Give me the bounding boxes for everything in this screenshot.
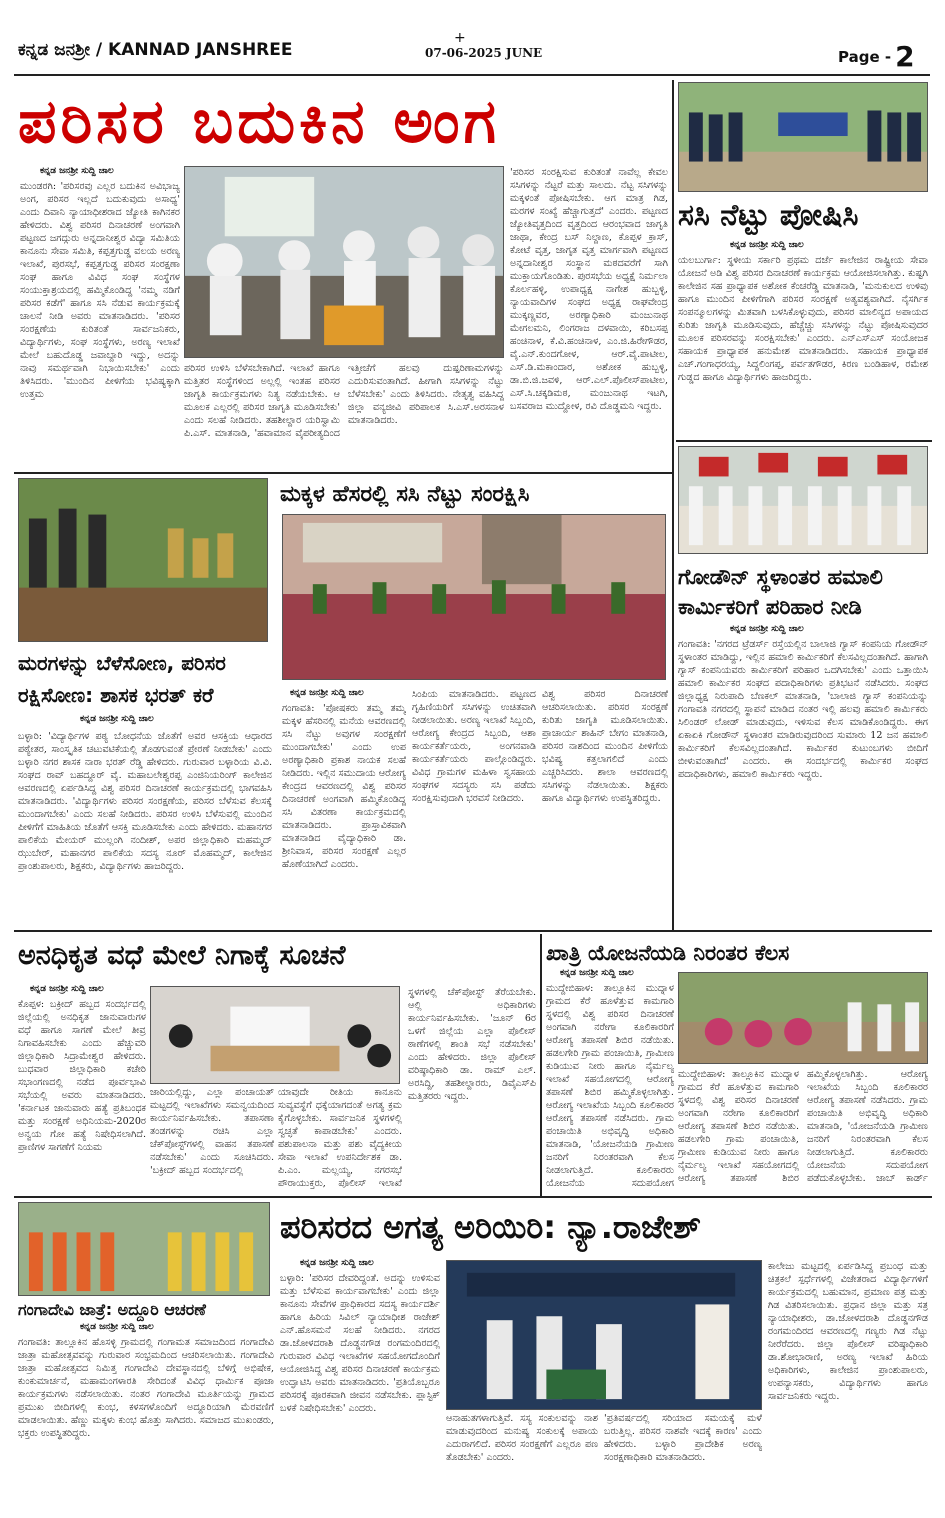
headline-a5-line1: ಗೋಡೌನ್ ಸ್ಥಳಾಂತರ ಹಮಾಲಿ <box>678 565 883 589</box>
byline-a3: ಕನ್ನಡ ಜನಶ್ರೀ ಸುದ್ದಿ ಜಾಲ <box>80 714 154 724</box>
byline-a5: ಕನ್ನಡ ಜನಶ್ರೀ ಸುದ್ದಿ ಜಾಲ <box>730 624 804 634</box>
page-label: Page - <box>838 48 892 66</box>
article-a6-col4: ಸ್ಥಳಗಳಲ್ಲಿ ಚೆಕ್‌ಪೋಸ್ಟ್ ತೆರೆಯಬೇಕು. ಆಲ್ಲಿ ಅಧಿಕಾರಿಗಳು ಕಾರ್ಯನಿರ್ವಹಿಸಬೇಕು. 'ಜೂನ್ 6ರ ಒಳಗೆ ಜಿಲ್ಲೆಯ ಎಲ್ಲಾ ಪೊಲೀಸ್ ಠಾಣೆಗಳಲ್ಲಿ ಶಾಂತಿ ಸಭೆ ನಡೆಸಬೇಕು' ಎಂದು ಹೇಳಿದರು. ಜಿಲ್ಲಾ ಪೊಲೀಸ್ ವರಿಷ್ಠಾಧಿಕಾರಿ ಡಾ. ರಾಮ್ ಎಲ್. ಅರಸಿದ್ದಿ, ತಹಶೀಲ್ದಾರರು, ಡಿವೈಎಸ್‌ಪಿ ಮತ್ತಿತರರು ಇದ್ದರು. <box>408 987 536 1102</box>
byline-a2: ಕನ್ನಡ ಜನಶ್ರೀ ಸುದ್ದಿ ಜಾಲ <box>730 240 804 250</box>
headline-a3-line2: ರಕ್ಷಿಸೋಣ: ಶಾಸಕ ಭರತ್ ಕರೆ <box>18 683 214 707</box>
photo-a5 <box>678 446 928 554</box>
photo-a2 <box>678 82 928 192</box>
byline-a7: ಕನ್ನಡ ಜನಶ್ರೀ ಸುದ್ದಿ ಜಾಲ <box>560 968 634 978</box>
headline-a5-line2: ಕಾರ್ಮಿಕರಿಗೆ ಪರಿಹಾರ ನೀಡಿ <box>678 595 862 619</box>
article-a4-col1: ಗಂಗಾವತಿ: 'ಪೋಷಕರು ತಮ್ಮ ತಮ್ಮ ಮಕ್ಕಳ ಹೆಸರಿನಲ್ಲಿ ಮನೆಯ ಆವರಣದಲ್ಲಿ ಸಸಿ ನೆಟ್ಟು ಅವುಗಳ ಸಂರಕ್ಷಣೆಗೆ ಮುಂದಾಗಬೇಕು' ಎಂದು ಉಪ ಅರಣ್ಯಾಧಿಕಾರಿ ಪ್ರಕಾಶ ನಾಯಕ ಸಲಹೆ ನೀಡಿದರು. ಇಲ್ಲಿನ ಸಮುದಾಯ ಆರೋಗ್ಯ ಕೇಂದ್ರದ ಆವರಣದಲ್ಲಿ ವಿಶ್ವ ಪರಿಸರ ದಿನಾಚರಣೆ ಅಂಗವಾಗಿ ಹಮ್ಮಿಕೊಂಡಿದ್ದ ಸಸಿ ವಿತರಣಾ ಕಾರ್ಯಕ್ರಮದಲ್ಲಿ ಮಾತನಾಡಿದರು. ಪ್ರಾಸ್ತಾವಿಕವಾಗಿ ಮಾತನಾಡಿದ ವೈದ್ಯಾಧಿಕಾರಿ ಡಾ. ಶ್ರೀನಿವಾಸ, ಪರಿಸರ ಸಂರಕ್ಷಣೆ ಎಲ್ಲರ ಹೊಣೆಯಾಗಿದೆ ಎಂದರು. <box>282 703 406 870</box>
photo-a1 <box>184 166 504 358</box>
article-a9-col1: ಬಳ್ಳಾರಿ: 'ಪರಿಸರ ದೇವರಿದ್ದಂತೆ. ಅದನ್ನು ಉಳಿಸುವ ಮತ್ತು ಬೆಳೆಸುವ ಕಾರ್ಯವಾಗಬೇಕು' ಎಂದು ಜಿಲ್ಲಾ ಕಾನೂನು ಸೇವೆಗಳ ಪ್ರಾಧಿಕಾರದ ಸದಸ್ಯ ಕಾರ್ಯದರ್ಶಿ ಹಾಗೂ ಹಿರಿಯ ಸಿವಿಲ್ ನ್ಯಾಯಾಧೀಶ ರಾಜೇಶ್ ಎನ್.ಹೊಸಮನೆ ಸಲಹೆ ನೀಡಿದರು. ನಗರದ ಡಾ.ಜೋಳದರಾಶಿ ದೊಡ್ಡನಗೌಡ ರಂಗಮಂದಿರದಲ್ಲಿ ಗುರುವಾರ ವಿವಿಧ ಇಲಾಖೆಗಳ ಸಹಯೋಗದೊಂದಿಗೆ ಆಯೋಜಿಸಿದ್ದ ವಿಶ್ವ ಪರಿಸರ ದಿನಾಚರಣೆ ಕಾರ್ಯಕ್ರಮ ಉದ್ಘಾಟಿಸಿ ಅವರು ಮಾತನಾಡಿದರು. 'ಪ್ರತಿಯೊಬ್ಬರೂ ಪರಿಸರಕ್ಕೆ ಪೂರಕವಾಗಿ ಜೀವನ ನಡೆಸಬೇಕು. ಪ್ಲಾಸ್ಟಿಕ್ ಬಳಕೆ ನಿಷೇಧಿಸಬೇಕು' ಎಂದರು. <box>280 1273 440 1414</box>
article-a9-col3: 'ಪ್ರತಿವರ್ಷದಲ್ಲಿ ಸರಿಯಾದ ಸಮಯಕ್ಕೆ ಮಳೆ ಬರುತ್ತಿಲ್ಲ. ಪರಿಸರ ನಾಶವೇ ಇದಕ್ಕೆ ಕಾರಣ' ಎಂದು ಹೇಳಿದರು. ಬಳ್ಳಾರಿ ಪ್ರಾದೇಶಿಕ ಅರಣ್ಯ ಸಂರಕ್ಷಣಾಧಿಕಾರಿ ಮಾತನಾಡಿದರು. <box>604 1413 762 1463</box>
article-a6-col1: ಕೊಪ್ಪಳ: ಬಕ್ರೀದ್ ಹಬ್ಬದ ಸಂದರ್ಭದಲ್ಲಿ ಜಿಲ್ಲೆಯಲ್ಲಿ ಅನಧಿಕೃತ ಜಾನುವಾರುಗಳ ವಧೆ ಹಾಗೂ ಸಾಗಣೆ ಮೇಲೆ ತೀವ್ರ ನಿಗಾವಹಿಸಬೇಕು ಎಂದು ಹೆಚ್ಚುವರಿ ಜಿಲ್ಲಾಧಿಕಾರಿ ಸಿದ್ರಾಮೇಶ್ವರ ಹೇಳಿದರು. ಬುಧವಾರ ಜಿಲ್ಲಾಧಿಕಾರಿ ಕಚೇರಿ ಸಭಾಂಗಣದಲ್ಲಿ ನಡೆದ ಪೂರ್ವಭಾವಿ ಸಭೆಯಲ್ಲಿ ಅವರು ಮಾತನಾಡಿದರು. 'ಕರ್ನಾಟಕ ಜಾನುವಾರು ಹತ್ಯೆ ಪ್ರತಿಬಂಧಕ ಮತ್ತು ಸಂರಕ್ಷಣೆ ಅಧಿನಿಯಮ-2020ರ ಅನ್ವಯ ಗೋ ಹತ್ಯೆ ನಿಷೇಧಿಸಲಾಗಿದೆ. ಪ್ರಾಣಿಗಳ ಸಾಗಣೆಗೆ ನಿಯಮ <box>18 999 146 1153</box>
photo-a4 <box>282 514 666 680</box>
headline-a4: ಮಕ್ಕಳ ಹೆಸರಲ್ಲಿ ಸಸಿ ನೆಟ್ಟು ಸಂರಕ್ಷಿಸಿ <box>280 482 530 507</box>
article-a7-body: ಮುದ್ದೇಬಿಹಾಳ: ತಾಲ್ಲೂಕಿನ ಮುದ್ನಾಳ ಗ್ರಾಮದ ಕೆರೆ ಹೂಳೆತ್ತುವ ಕಾಮಗಾರಿ ಸ್ಥಳದಲ್ಲಿ ವಿಶ್ವ ಪರಿಸರ ದಿನಾಚರಣೆ ಅಂಗವಾಗಿ ನರೇಗಾ ಕೂಲಿಕಾರರಿಗೆ ಆರೋಗ್ಯ ತಪಾಸಣೆ ಶಿಬಿರ ನಡೆಯಿತು. ಹಡಲಗೇರಿ ಗ್ರಾಮ ಪಂಚಾಯಿತಿ, ಗ್ರಾಮೀಣ ಕುಡಿಯುವ ನೀರು ಹಾಗೂ ನೈರ್ಮಲ್ಯ ಇಲಾಖೆ ಸಹಯೋಗದಲ್ಲಿ ಆರೋಗ್ಯ ತಪಾಸಣೆ ಶಿಬಿರ ಹಮ್ಮಿಕೊಳ್ಳಲಾಗಿತ್ತು. ಆರೋಗ್ಯ ಇಲಾಖೆಯ ಸಿಬ್ಬಂದಿ ಕೂಲಿಕಾರರ ಆರೋಗ್ಯ ತಪಾಸಣೆ ನಡೆಸಿದರು. ಗ್ರಾಮ ಪಂಚಾಯಿತಿ ಅಭಿವೃದ್ಧಿ ಅಧಿಕಾರಿ ಮಾತನಾಡಿ, 'ಯೋಜನೆಯಡಿ ಗ್ರಾಮೀಣ ಜನರಿಗೆ ನಿರಂತರವಾಗಿ ಕೆಲಸ ನೀಡಲಾಗುತ್ತಿದೆ. ಕೂಲಿಕಾರರು ಯೋಜನೆಯ ಸದುಪಯೋಗ <box>546 983 674 1189</box>
article-a6-col3: ಯಾವುದೇ ರೀತಿಯ ಕಾನೂನು ಸುವ್ಯವಸ್ಥೆಗೆ ಧಕ್ಕೆಯಾಗದಂತೆ ಅಗತ್ಯ ಕ್ರಮ ಕೈಗೊಳ್ಳಬೇಕು. ಸಾರ್ವಜನಿಕ ಸ್ಥಳಗಳಲ್ಲಿ ಸ್ವಚ್ಛತೆ ಕಾಪಾಡಬೇಕು' ಎಂದರು. ಪಶುಪಾಲನಾ ಮತ್ತು ಪಶು ವೈದ್ಯಕೀಯ ಸೇವಾ ಇಲಾಖೆ ಉಪನಿರ್ದೇಶಕ ಡಾ. ಪಿ.ಎಂ. ಮಲ್ಲಯ್ಯ, ನಗರಸಭೆ ಪೌರಾಯುಕ್ತರು, ಪೊಲೀಸ್ ಇಲಾಖೆ <box>278 1087 402 1189</box>
article-a1-col2: ಪರಿಸರ ಉಳಿಸಿ ಬೆಳೆಸಬೇಕಾಗಿದೆ. ಇಲಾಖೆ ಹಾಗೂ ಮತ್ತಿತರ ಸಂಸ್ಥೆಗಳಿಂದ ಅಲ್ಲಲ್ಲಿ ಇಂತಹ ಪರಿಸರ ಜಾಗೃತಿ ಕಾರ್ಯಕ್ರಮಗಳು ನಿತ್ಯ ನಡೆಯಬೇಕು. ಆ ಮೂಲಕ ಎಲ್ಲರಲ್ಲಿ ಪರಿಸರ ಜಾಗೃತಿ ಮೂಡಿಸಬೇಕು' ಎಂದು ಸಲಹೆ ನೀಡಿದರು. ತಹಶೀಲ್ದಾರ ಯರಿಸ್ವಾಮಿ ಪಿ.ಎಸ್. ಮಾತನಾಡಿ, 'ಹವಾಮಾನ ವೈಪರೀತ್ಯದಿಂದ ಇತ್ತೀಚೆಗೆ ಹಲವು ದುಷ್ಪರಿಣಾಮಗಳನ್ನು ಎದುರಿಸುವಂತಾಗಿದೆ. ಹೀಗಾಗಿ ಸಸಿಗಳನ್ನು ನೆಟ್ಟು ಬೆಳೆಸಬೇಕು' ಎಂದು ತಿಳಿಸಿದರು. ನೇತೃತ್ವ ವಹಿಸಿದ್ದ ಜಿಲ್ಲಾ ವನ್ಯಜೀವಿ ಪರಿಪಾಲಕ ಸಿ.ಎಸ್.ಅರಸನಾಳ ಮಾತನಾಡಿದರು. <box>184 363 504 439</box>
article-a1-col3: 'ಪರಿಸರ ಸಂರಕ್ಷಿಸುವ ಕುರಿತಂತೆ ನಾವೆಲ್ಲ ಕೇವಲ ಸಸಿಗಳನ್ನು ನೆಟ್ಟರೆ ಮತ್ತು ಸಾಲದು. ನೆಟ್ಟ ಸಸಿಗಳನ್ನು ಮಕ್ಕಳಂತೆ ಪೋಷಿಸಬೇಕು. ಆಗ ಮಾತ್ರ ಗಿಡ, ಮರಗಳ ಸಂಖ್ಯೆ ಹೆಚ್ಚಾಗುತ್ತದೆ' ಎಂದರು. ಪಟ್ಟಣದ ಜ್ಯೋತಿವೃತ್ತದಿಂದ ವೃತ್ತದಿಂದ ಆರಂಭವಾದ ಜಾಗೃತಿ ಜಾಥಾ, ಕೇಂದ್ರ ಬಸ್ ನಿಲ್ದಾಣ, ಕೊಪ್ಪಳ ಕ್ರಾಸ್, ಕೋಟೆ ವೃತ್ತ, ಜಾಗೃತ ವೃತ್ತ ಮಾರ್ಗವಾಗಿ ಪಟ್ಟಣದ ಅನ್ನದಾನೀಶ್ವರ ಸಂಸ್ಥಾನ ಮಠದವರೆಗೆ ಸಾಗಿ ಮುಕ್ತಾಯಗೊಂಡಿತು. ಪುರಸಭೆಯ ಅಧ್ಯಕ್ಷೆ ನಿರ್ಮಲಾ ಕೊರ್ಲಹಳ್ಳಿ, ಉಪಾಧ್ಯಕ್ಷ ನಾಗೇಶ ಹುಬ್ಬಳ್ಳಿ, ನ್ಯಾಯವಾದಿಗಳ ಸಂಘದ ಅಧ್ಯಕ್ಷ ರಾಘವೇಂದ್ರ ಮುಕ್ಕಣ್ಣವರ, ಅರಣ್ಯಾಧಿಕಾರಿ ಮಂಜುನಾಥ ಮೇಗಲಮನಿ, ಲಿಂಗರಾಜ ದಳವಾಯಿ, ಕರಿಬಸಪ್ಪ ಹಂಚಿನಾಳ, ಕೆ.ವಿ.ಹಂಚಿನಾಳ, ಎಂ.ಜಿ.ಹಿರೇಗೌಡರ, ವೈ.ಎನ್.ಕುಂದಗೋಳ, ಆರ್.ವೈ.ಪಾಟೀಲ, ಎಸ್.ಡಿ.ಮಕಾಂದಾರ, ಅಶೋಕ ಹುಬ್ಬಳ್ಳಿ, ಡಾ.ಬಿ.ಜಿ.ಜವಳಿ, ಆರ್.ಎಲ್.ಪೊಲೀಸ್‌ಪಾಟೀಲ, ಎಸ್.ಸಿ.ಚಕ್ಕಡಿಮಠ, ಮಂಜುನಾಥ ಇಟಗಿ, ಬಸವರಾಜ ಮುದ್ದೋಳ, ರವಿ ದೊಡ್ಡಮನಿ ಇದ್ದರು. <box>510 167 668 412</box>
registration-mark: + <box>454 30 466 46</box>
article-a8-body: ಗಂಗಾವತಿ: ತಾಲ್ಲೂಕಿನ ಹೊಸಳ್ಳಿ ಗ್ರಾಮದಲ್ಲಿ ಗಂಗಾಮತ ಸಮಾಜದಿಂದ ಗಂಗಾದೇವಿ ಜಾತ್ರಾ ಮಹೋತ್ಸವವನ್ನು ಗುರುವಾರ ಸಂಭ್ರಮದಿಂದ ಆಚರಿಸಲಾಯಿತು. ಗಂಗಾದೇವಿ ಜಾತ್ರಾ ಮಹೋತ್ಸವದ ನಿಮಿತ್ತ ಗಂಗಾದೇವಿ ದೇವಸ್ಥಾನದಲ್ಲಿ ಬೆಳಿಗ್ಗೆ ಅಭಿಷೇಕ, ಕುಂಕುಮಾರ್ಚನೆ, ಮಹಾಮಂಗಳಾರತಿ ಸೇರಿದಂತೆ ವಿವಿಧ ಧಾರ್ಮಿಕ ಪೂಜಾ ಕಾರ್ಯಕ್ರಮಗಳು ನಡೆಸಲಾಯಿತು. ನಂತರ ಗಂಗಾದೇವಿ ಮೂರ್ತಿಯನ್ನು ಗ್ರಾಮದ ಪ್ರಮುಖ ಬೀದಿಗಳಲ್ಲಿ ಕುಂಭ, ಕಳಸಗಳೊಂದಿಗೆ ಅದ್ದೂರಿಯಾಗಿ ಮೆರವಣಿಗೆ ಮಾಡಲಾಯಿತು. ಹೆಣ್ಣು ಮಕ್ಕಳು ಕುಂಭ ಹೊತ್ತು ಸಾಗಿದರು. ಸಮಾಜದ ಮುಖಂಡರು, ಭಕ್ತರು ಉಪಸ್ಥಿತರಿದ್ದರು. <box>18 1337 274 1439</box>
article-a2-body: ಯಲಬುರ್ಗಾ: ಸ್ಥಳೀಯ ಸರ್ಕಾರಿ ಪ್ರಥಮ ದರ್ಜೆ ಕಾಲೇಜಿನ ರಾಷ್ಟ್ರೀಯ ಸೇವಾ ಯೋಜನೆ ಅಡಿ ವಿಶ್ವ ಪರಿಸರ ದಿನಾಚರಣೆ ಕಾರ್ಯಕ್ರಮ ಆಯೋಜಿಸಲಾಗಿತ್ತು. ಕುಷ್ಟಗಿ ಕಾಲೇಜಿನ ಸಹ ಪ್ರಾಧ್ಯಾಪಕ ಅಶೋಕ ಕೆಂಚರೆಡ್ಡಿ ಮಾತನಾಡಿ, 'ಮನುಕುಲದ ಉಳಿವು ಹಾಗೂ ಮುಂದಿನ ಪೀಳಿಗೆಗಾಗಿ ಪರಿಸರ ಸಂರಕ್ಷಣೆ ಅತ್ಯವಶ್ಯವಾಗಿದೆ. ನೈಸರ್ಗಿಕ ಸಂಪನ್ಮೂಲಗಳನ್ನು ಮಿತವಾಗಿ ಬಳಸಿಕೊಳ್ಳುವುದು, ಪರಿಸರ ಮಾಲಿನ್ಯದ ಅಪಾಯದ ಕುರಿತು ಜಾಗೃತಿ ಮೂಡಿಸುವುದು, ಹೆಚ್ಚೆಚ್ಚು ಸಸಿಗಳನ್ನು ನೆಟ್ಟು ಪೋಷಿಸುವುದರ ಮೂಲಕ ಪರಿಸರವನ್ನು ಸಂರಕ್ಷಿಸಬೇಕು' ಎಂದರು. ಎನ್‌ಎಸ್‌ಎಸ್ ಸಂಯೋಜಕ ಸಹಾಯಕ ಪ್ರಾಧ್ಯಾಪಕ ಹನುಮೇಶ ಮಾತನಾಡಿದರು. ಸಹಾಯಕ ಪ್ರಾಧ್ಯಾಪಕ ಎಚ್.ಗಂಗಾಧರಯ್ಯ, ಸಿದ್ದಲಿಂಗಪ್ಪ, ಪರ್ವತಗೌಡರ, ಕಿರಣ ಬಂಡಿಹಾಳ, ರಮೇಶ ಗುಡ್ಡದ ಹಾಗೂ ವಿದ್ಯಾರ್ಥಿಗಳು ಹಾಜರಿದ್ದರು. <box>678 255 928 383</box>
section-rule-2 <box>14 930 932 932</box>
headline-a3-line1: ಮರಗಳನ್ನು ಬೆಳೆಸೋಣ, ಪರಿಸರ <box>18 651 226 675</box>
headline-a8: ಗಂಗಾದೇವಿ ಜಾತ್ರೆ: ಅದ್ದೂರಿ ಆಚರಣೆ <box>18 1300 206 1319</box>
page-number: 2 <box>895 40 915 73</box>
byline-a6: ಕನ್ನಡ ಜನಶ್ರೀ ಸುದ್ದಿ ಜಾಲ <box>30 984 104 994</box>
headline-a7: ಖಾತ್ರಿ ಯೋಜನೆಯಡಿ ನಿರಂತರ ಕೆಲಸ <box>546 941 790 965</box>
article-a9-col2: ಆನಾಹುತಗಳಾಗುತ್ತಿವೆ. ಸಸ್ಯ ಸಂಕುಲವನ್ನು ನಾಶ ಮಾಡುವುದರಿಂದ ಮನುಷ್ಯ ಸಂಕುಲಕ್ಕೆ ಅಪಾಯ ಎದುರಾಗಲಿದೆ. ಪರಿಸರ ಸಂರಕ್ಷಣೆಗೆ ಎಲ್ಲರೂ ಪಣ ತೊಡಬೇಕು' ಎಂದರು. <box>446 1413 598 1463</box>
article-a7-body-cont: ಮುದ್ದೇಬಿಹಾಳ: ತಾಲ್ಲೂಕಿನ ಮುದ್ನಾಳ ಗ್ರಾಮದ ಕೆರೆ ಹೂಳೆತ್ತುವ ಕಾಮಗಾರಿ ಸ್ಥಳದಲ್ಲಿ ವಿಶ್ವ ಪರಿಸರ ದಿನಾಚರಣೆ ಅಂಗವಾಗಿ ನರೇಗಾ ಕೂಲಿಕಾರರಿಗೆ ಆರೋಗ್ಯ ತಪಾಸಣೆ ಶಿಬಿರ ನಡೆಯಿತು. ಹಡಲಗೇರಿ ಗ್ರಾಮ ಪಂಚಾಯಿತಿ, ಗ್ರಾಮೀಣ ಕುಡಿಯುವ ನೀರು ಹಾಗೂ ನೈರ್ಮಲ್ಯ ಇಲಾಖೆ ಸಹಯೋಗದಲ್ಲಿ ಆರೋಗ್ಯ ತಪಾಸಣೆ ಶಿಬಿರ ಹಮ್ಮಿಕೊಳ್ಳಲಾಗಿತ್ತು. ಆರೋಗ್ಯ ಇಲಾಖೆಯ ಸಿಬ್ಬಂದಿ ಕೂಲಿಕಾರರ ಆರೋಗ್ಯ ತಪಾಸಣೆ ನಡೆಸಿದರು. ಗ್ರಾಮ ಪಂಚಾಯಿತಿ ಅಭಿವೃದ್ಧಿ ಅಧಿಕಾರಿ ಮಾತನಾಡಿ, 'ಯೋಜನೆಯಡಿ ಗ್ರಾಮೀಣ ಜನರಿಗೆ ನಿರಂತರವಾಗಿ ಕೆಲಸ ನೀಡಲಾಗುತ್ತಿದೆ. ಕೂಲಿಕಾರರು ಯೋಜನೆಯ ಸದುಪಯೋಗ ಪಡೆದುಕೊಳ್ಳಬೇಕು. ಜಾಬ್ ಕಾರ್ಡ್ <box>678 1069 928 1184</box>
section-rule-1 <box>14 472 672 474</box>
photo-a6 <box>150 986 400 1084</box>
article-a1-col1: ಮುಂಡರಗಿ: 'ಪರಿಸರವು ಎಲ್ಲರ ಬದುಕಿನ ಅವಿಭಾಜ್ಯ ಅಂಗ, ಪರಿಸರ ಇಲ್ಲದೆ ಬದುಕುವುದು ಅಸಾಧ್ಯ' ಎಂದು ದಿವಾನಿ ನ್ಯಾಯಾಧೀಶರಾದ ಜ್ಯೋತಿ ಕಾಗಿನಕರ ಹೇಳಿದರು. ವಿಶ್ವ ಪರಿಸರ ದಿನಾಚರಣೆ ಅಂಗವಾಗಿ ಪಟ್ಟಣದ ಜಗದ್ಗುರು ಅನ್ನದಾನೀಶ್ವರ ವಿದ್ಯಾ ಸಮಿತಿಯ ಕಾನೂನು ಸೇವಾ ಸಮಿತಿ, ಕಪ್ಪತ್ತಗುಡ್ಡ ವಲಯ ಅರಣ್ಯ ಇಲಾಖೆ, ಪುರಸಭೆ, ಕಪ್ಪತ್ತಗುಡ್ಡ ಪರಿಸರ ಸಂರಕ್ಷಣಾ ಸಂಘ ಹಾಗೂ ವಿವಿಧ ಸಂಘ ಸಂಸ್ಥೆಗಳ ಸಂಯುಕ್ತಾಶ್ರಯದಲ್ಲಿ ಹಮ್ಮಿಕೊಂಡಿದ್ದ 'ನಮ್ಮ ನಡಿಗೆ ಪರಿಸರ ಕಡೆಗೆ' ಹಾಗೂ ಸಸಿ ನೆಡುವ ಕಾರ್ಯಕ್ರಮಕ್ಕೆ ಚಾಲನೆ ನೀಡಿ ಅವರು ಮಾತನಾಡಿದರು. 'ಪರಿಸರ ಸಂರಕ್ಷಣೆಯ ಕುರಿತಂತೆ ಸಾರ್ವಜನಿಕರು, ವಿದ್ಯಾರ್ಥಿಗಳು, ಸಂಘ ಸಂಸ್ಥೆಗಳು, ಅರಣ್ಯ ಇಲಾಖೆ ಮೇಲೆ ಬಹುದೊಡ್ಡ ಜವಾಬ್ದಾರಿ ಇದ್ದು, ಅದನ್ನು ನಾವು ಸಮರ್ಥವಾಗಿ ನಿಭಾಯಿಸಬೇಕು' ಎಂದು ತಿಳಿಸಿದರು. 'ಮುಂದಿನ ಪೀಳಿಗೆಯ ಭವಿಷ್ಯಕ್ಕಾಗಿ ಉತ್ತಮ <box>20 181 180 400</box>
article-a4-col3: ವಿಶ್ವ ಪರಿಸರ ದಿನಾಚರಣೆ ಆಚರಿಸಲಾಯಿತು. ಪರಿಸರ ಸಂರಕ್ಷಣೆ ಕುರಿತು ಜಾಗೃತಿ ಮೂಡಿಸಲಾಯಿತು. ಪ್ರಾಚಾರ್ಯ ಶಾಹಿನ್ ಬೇಗಂ ಮಾತನಾಡಿ, ಪರಿಸರ ನಾಶದಿಂದ ಮುಂದಿನ ಪೀಳಿಗೆಯ ಭವಿಷ್ಯ ಕತ್ತಲಾಗಲಿದೆ ಎಂದು ಎಚ್ಚರಿಸಿದರು. ಶಾಲಾ ಆವರಣದಲ್ಲಿ ಸಸಿಗಳನ್ನು ನೆಡಲಾಯಿತು. ಶಿಕ್ಷಕರು ಹಾಗೂ ವಿದ್ಯಾರ್ಥಿಗಳು ಉಪಸ್ಥಿತರಿದ್ದರು. <box>542 689 668 804</box>
headline-a9: ಪರಿಸರದ ಅಗತ್ಯ ಅರಿಯಿರಿ: ನ್ಯಾ.ರಾಜೇಶ್ <box>280 1208 702 1246</box>
article-a3-body: ಬಳ್ಳಾರಿ: 'ವಿದ್ಯಾರ್ಥಿಗಳ ಪಠ್ಯ ಬೋಧನೆಯ ಜೊತೆಗೆ ಅವರ ಆಸಕ್ತಿಯ ಆಧಾರದ ಪಠ್ಯೇತರ, ಸಾಂಸ್ಕೃತಿಕ ಚಟುವಟಿಕೆಯಲ್ಲಿ ತೊಡಗುವಂತೆ ಪ್ರೇರಣೆ ನೀಡಬೇಕು' ಎಂದು ಬಳ್ಳಾರಿ ನಗರ ಶಾಸಕ ನಾರಾ ಭರತ್ ರೆಡ್ಡಿ ಹೇಳಿದರು. ಗುರುವಾರ ಬಳ್ಳಾರಿಯ ವಿ.ವಿ. ಸಂಘದ ರಾವ್ ಬಹದ್ದೂರ್ ವೈ. ಮಹಾಬಲೇಶ್ವರಪ್ಪ ಎಂಜಿನಿಯರಿಂಗ್ ಕಾಲೇಜಿನ ಆವರಣದಲ್ಲಿ ಏರ್ಪಡಿಸಿದ್ದ ವಿಶ್ವ ಪರಿಸರ ದಿನಾಚರಣೆ ಕಾರ್ಯಕ್ರಮದಲ್ಲಿ ಭಾಗವಹಿಸಿ ಮಾತನಾಡಿದರು. 'ವಿದ್ಯಾರ್ಥಿಗಳು ಪರಿಸರ ಸಂರಕ್ಷಣೆಯ, ಪರಿಸರ ಬೆಳೆಸುವ ಕೆಲಸಕ್ಕೆ ಮುಂದಾಗಬೇಕು' ಎಂದು ಸಲಹೆ ನೀಡಿದರು. ಪರಿಸರ ಉಳಿಸಿ ಬೆಳೆಸುವಲ್ಲಿ ಮುಂದಿನ ಪೀಳಿಗೆಗೆ ಮಾಹಿತಿಯ ಜೊತೆಗೆ ಆಸಕ್ತಿ ಮೂಡಿಸಬೇಕು ಎಂದು ಹೇಳಿದರು. ಮಹಾನಗರ ಪಾಲಿಕೆಯ ಮೇಯರ್ ಮುಲ್ಲಂಗಿ ನಂದೀಶ್, ಅಪರ ಜಿಲ್ಲಾಧಿಕಾರಿ ಮಹಮ್ಮದ್ ಝುಬೇರ್, ಮಹಾನಗರ ಪಾಲಿಕೆಯ ಸದಸ್ಯ ನೂರ್ ಮೊಹಮ್ಮದ್, ಕಾಲೇಜಿನ ಪ್ರಾಂಶುಪಾಲರು, ಶಿಕ್ಷಕರು, ವಿದ್ಯಾರ್ಥಿಗಳು ಹಾಜರಿದ್ದರು. <box>18 731 272 872</box>
page-number-label <box>838 40 915 73</box>
byline-a4: ಕನ್ನಡ ಜನಶ್ರೀ ಸುದ್ದಿ ಜಾಲ <box>290 688 364 698</box>
headline-a6: ಅನಧಿಕೃತ ವಧೆ ಮೇಲೆ ನಿಗಾಕ್ಕೆ ಸೂಚನೆ <box>18 940 346 971</box>
photo-a8 <box>18 1202 270 1296</box>
photo-a7 <box>678 972 928 1064</box>
column-divider <box>672 80 674 930</box>
paper-name: ಕನ್ನಡ ಜನಶ್ರೀ / KANNAD JANSHREE <box>18 40 293 60</box>
article-a4-col2: ಸಿಂಪಿಯ ಮಾತನಾಡಿದರು. ಪಟ್ಟಣದ ಗೃಹಿಣಿಯರಿಗೆ ಸಸಿಗಳನ್ನು ಉಚಿತವಾಗಿ ನೀಡಲಾಯಿತು. ಅರಣ್ಯ ಇಲಾಖೆ ಸಿಬ್ಬಂದಿ, ಆರೋಗ್ಯ ಕೇಂದ್ರದ ಸಿಬ್ಬಂದಿ, ಆಶಾ ಕಾರ್ಯಕರ್ತೆಯರು, ಅಂಗನವಾಡಿ ಕಾರ್ಯಕರ್ತೆಯರು ಪಾಲ್ಗೊಂಡಿದ್ದರು. ವಿವಿಧ ಗ್ರಾಮಗಳ ಮಹಿಳಾ ಸ್ವಸಹಾಯ ಸಂಘಗಳ ಸದಸ್ಯರು ಸಸಿ ಪಡೆದು ಸಂರಕ್ಷಿಸುವುದಾಗಿ ಭರವಸೆ ನೀಡಿದರು. <box>412 689 536 804</box>
headline-a2: ಸಸಿ ನೆಟ್ಟು ಪೋಷಿಸಿ <box>678 198 859 233</box>
byline-a9: ಕನ್ನಡ ಜನಶ್ರೀ ಸುದ್ದಿ ಜಾಲ <box>300 1258 374 1268</box>
byline-a1: ಕನ್ನಡ ಜನಶ್ರೀ ಸುದ್ದಿ ಜಾಲ <box>40 166 114 176</box>
article-a6-col2: ಜಾರಿಯಲ್ಲಿದ್ದು, ಎಲ್ಲಾ ಪಂಚಾಯತ್ ಮಟ್ಟದಲ್ಲಿ ಇಲಾಖೆಗಳು ಸಮನ್ವಯದಿಂದ ಕಾರ್ಯನಿರ್ವಹಿಸಬೇಕು. ತಪಾಸಣಾ ತಂಡಗಳನ್ನು ರಚಿಸಿ ಎಲ್ಲಾ ಚೆಕ್‌ಪೋಸ್ಟ್‌ಗಳಲ್ಲಿ ವಾಹನ ತಪಾಸಣೆ ನಡೆಸಬೇಕು' ಎಂದು ಸೂಚಿಸಿದರು. 'ಬಕ್ರೀದ್ ಹಬ್ಬದ ಸಂದರ್ಭದಲ್ಲಿ <box>150 1087 274 1176</box>
photo-a3 <box>18 478 268 642</box>
section-rule-1b <box>676 440 932 442</box>
masthead-rule <box>14 74 930 76</box>
issue-date: 07-06-2025 JUNE <box>425 46 543 60</box>
column-divider-2 <box>540 934 542 1196</box>
section-rule-3 <box>14 1196 932 1198</box>
article-a9-col4: ಕಾಲೇಜು ಮಟ್ಟದಲ್ಲಿ ಏರ್ಪಡಿಸಿದ್ದ ಪ್ರಬಂಧ ಮತ್ತು ಚಿತ್ರಕಲೆ ಸ್ಪರ್ಧೆಗಳಲ್ಲಿ ವಿಜೇತರಾದ ವಿದ್ಯಾರ್ಥಿಗಳಿಗೆ ಕಾರ್ಯಕ್ರಮದಲ್ಲಿ ಬಹುಮಾನ, ಪ್ರಮಾಣ ಪತ್ರ ಮತ್ತು ಗಿಡ ವಿತರಿಸಲಾಯಿತು. ಪ್ರಧಾನ ಜಿಲ್ಲಾ ಮತ್ತು ಸತ್ರ ನ್ಯಾಯಾಧೀಶರು, ಡಾ.ಜೋಳದರಾಶಿ ದೊಡ್ಡನಗೌಡ ರಂಗಮಂದಿರದ ಆವರಣದಲ್ಲಿ ಗಣ್ಯರು ಗಿಡ ನೆಟ್ಟು ನೀರೆರೆದರು. ಜಿಲ್ಲಾ ಪೊಲೀಸ್ ವರಿಷ್ಠಾಧಿಕಾರಿ ಡಾ.ಶೋಭಾರಾಣಿ, ಅರಣ್ಯ ಇಲಾಖೆ ಹಿರಿಯ ಅಧಿಕಾರಿಗಳು, ಕಾಲೇಜಿನ ಪ್ರಾಂಶುಪಾಲರು, ಉಪನ್ಯಾಸಕರು, ವಿದ್ಯಾರ್ಥಿಗಳು ಹಾಗೂ ಸಾರ್ವಜನಿಕರು ಇದ್ದರು. <box>768 1261 928 1402</box>
article-a5-body: ಗಂಗಾವತಿ: 'ನಗರದ ಟ್ರೆಡರ್ಸ್ ರಸ್ತೆಯಲ್ಲಿನ ಬಾಲಾಜಿ ಗ್ಯಾಸ್ ಕಂಪನಿಯ ಗೋಡೌನ್ ಸ್ಥಳಾಂತರ ಮಾಡಿದ್ದು, ಇಲ್ಲಿನ ಹಮಾಲಿ ಕಾರ್ಮಿಕರಿಗೆ ಕೆಲಸವಿಲ್ಲದಂತಾಗಿದೆ. ಹಾಗಾಗಿ ಗ್ಯಾಸ್ ಕಂಪನಿಯವರು ಕಾರ್ಮಿಕರಿಗೆ ಪರಿಹಾರ ಒದಗಿಸಬೇಕು' ಎಂದು ಒತ್ತಾಯಿಸಿ ಹಮಾಲಿ ಕಾರ್ಮಿಕರ ಸಂಘದ ಪದಾಧಿಕಾರಿಗಳು ಪ್ರತಿಭಟನೆ ನಡೆಸಿದರು. ಸಂಘದ ಜಿಲ್ಲಾಧ್ಯಕ್ಷ ನಿರುಪಾದಿ ಬೆಣಕಲ್ ಮಾತನಾಡಿ, 'ಬಾಲಾಜಿ ಗ್ಯಾಸ್ ಕಂಪನಿಯನ್ನು ಗಂಗಾವತಿ ನಗರದಲ್ಲಿ ಸ್ಥಾಪನೆ ಮಾಡಿದ ನಂತರ ಇಲ್ಲಿ ಹಲವು ಹಮಾಲಿ ಕಾರ್ಮಿಕರು ಸಿಲಿಂಡರ್ ಲೋಡ್ ಮಾಡುವುದು, ಇಳಿಸುವ ಕೆಲಸ ಮಾಡಿಕೊಂಡಿದ್ದರು. ಈಗ ಏಕಾಏಕಿ ಗೋಡೌನ್ ಸ್ಥಳಾಂತರ ಮಾಡಿರುವುದರಿಂದ ಸುಮಾರು 12 ಜನ ಹಮಾಲಿ ಕಾರ್ಮಿಕರಿಗೆ ಕೆಲಸವಿಲ್ಲದಂತಾಗಿದೆ. ಕಾರ್ಮಿಕರ ಕುಟುಂಬಗಳು ಬೀದಿಗೆ ಬೀಳುವಂತಾಗಿದೆ' ಎಂದರು. ಈ ಸಂದರ್ಭದಲ್ಲಿ ಕಾರ್ಮಿಕರ ಸಂಘದ ಪದಾಧಿಕಾರಿಗಳು, ಹಮಾಲಿ ಕಾರ್ಮಿಕರು ಇದ್ದರು. <box>678 639 928 780</box>
byline-a8: ಕನ್ನಡ ಜನಶ್ರೀ ಸುದ್ದಿ ಜಾಲ <box>80 1322 154 1332</box>
headline-a1: ಪರಿಸರ ಬದುಕಿನ ಅಂಗ <box>18 87 500 157</box>
photo-a9 <box>446 1260 762 1410</box>
